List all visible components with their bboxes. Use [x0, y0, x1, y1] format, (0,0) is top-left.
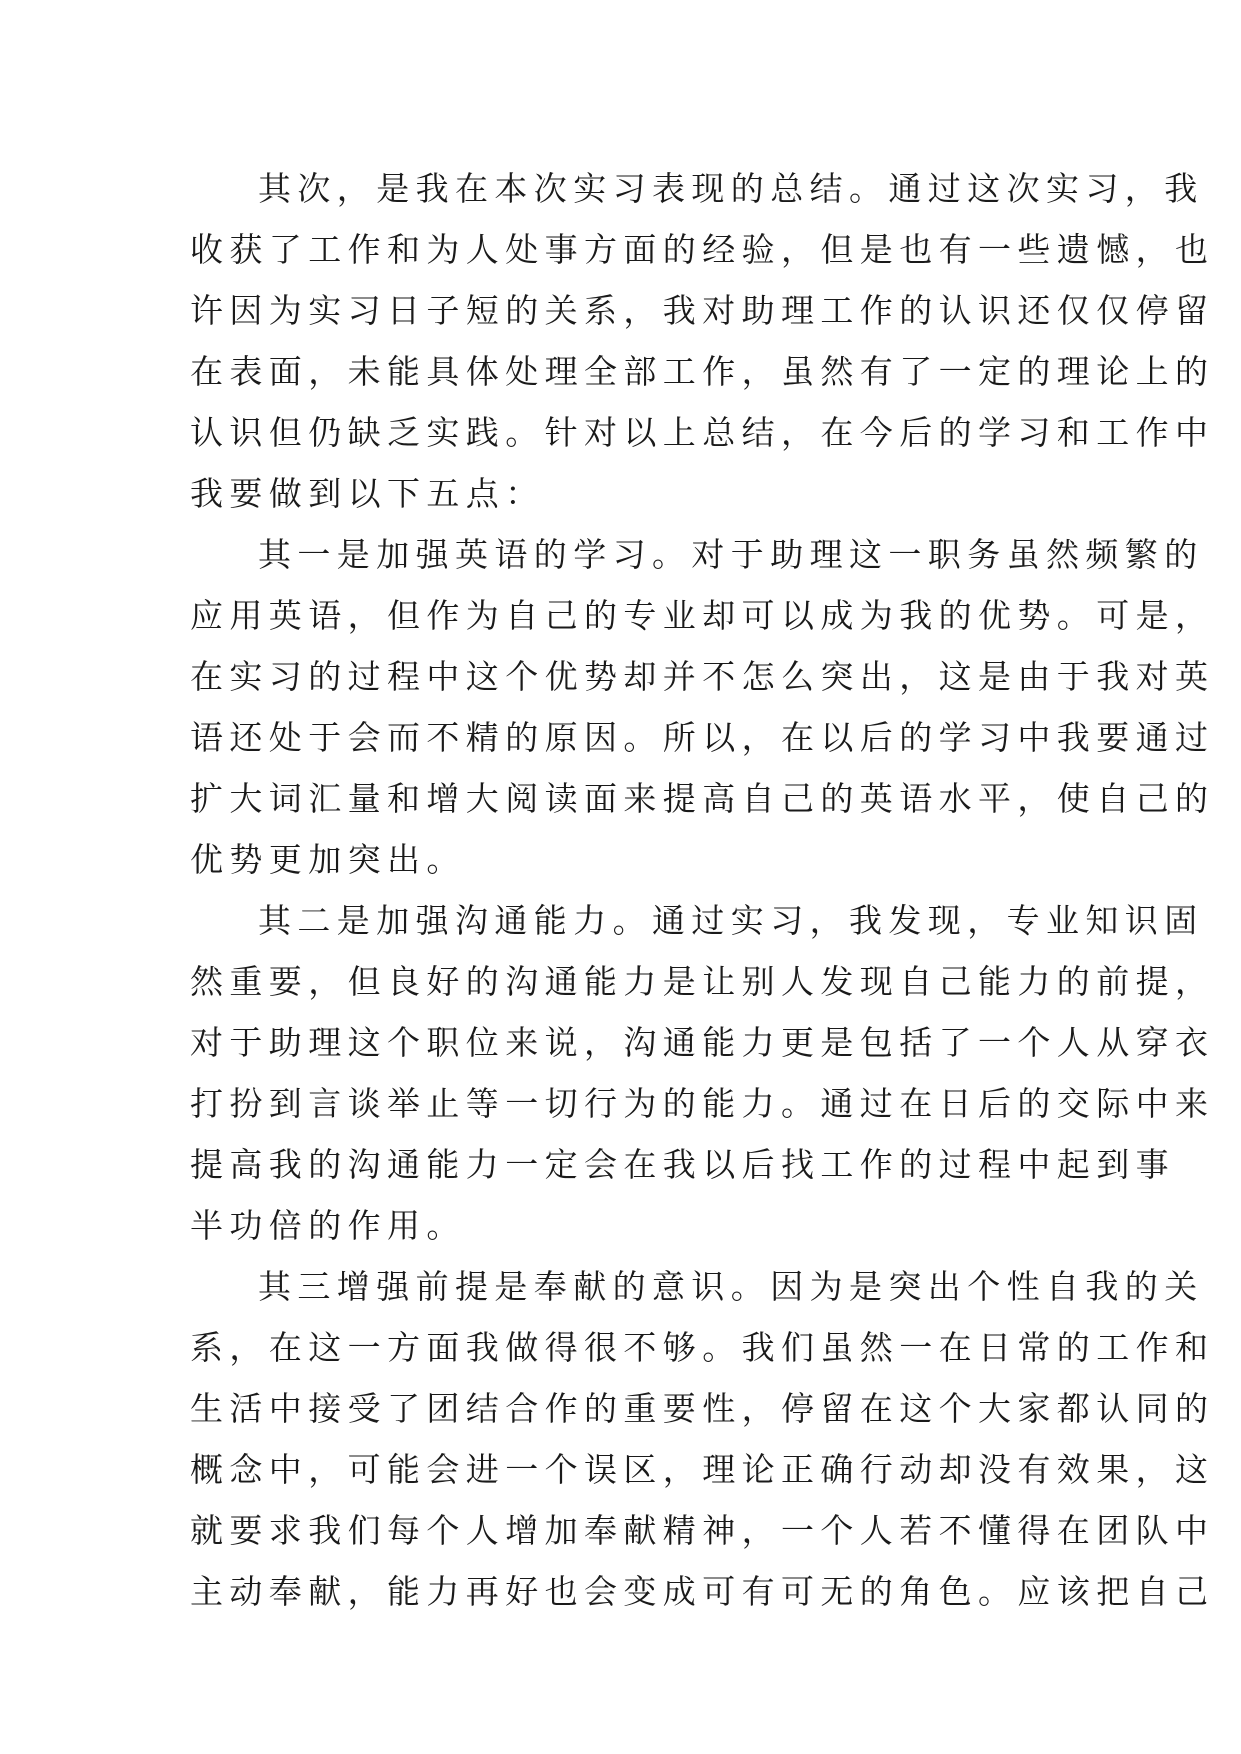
text-line: 优势更加突出。 [190, 840, 466, 879]
paragraph-summary [190, 158, 1215, 524]
paragraph-communication [190, 890, 1215, 1256]
text-line: 收获了工作和为人处事方面的经验，但是也有一些遗憾，也 [190, 230, 1215, 269]
text-line: 半功倍的作用。 [190, 1206, 466, 1245]
text-line: 语还处于会而不精的原因。所以，在以后的学习中我要通过 [190, 718, 1215, 757]
text-line: 打扮到言谈举止等一切行为的能力。通过在日后的交际中来 [190, 1084, 1215, 1123]
text-line: 认识但仍缺乏实践。针对以上总结，在今后的学习和工作中 [190, 413, 1215, 452]
text-line: 其三增强前提是奉献的意识。因为是突出个性自我的关 [258, 1267, 1204, 1306]
text-line: 概念中，可能会进一个误区，理论正确行动却没有效果，这 [190, 1450, 1215, 1489]
text-line: 其次，是我在本次实习表现的总结。通过这次实习，我 [258, 169, 1204, 208]
text-line: 就要求我们每个人增加奉献精神，一个人若不懂得在团队中 [190, 1511, 1215, 1550]
text-line: 其一是加强英语的学习。对于助理这一职务虽然频繁的 [258, 535, 1204, 574]
text-line: 许因为实习日子短的关系，我对助理工作的认识还仅仅停留 [190, 291, 1215, 330]
text-line: 其二是加强沟通能力。通过实习，我发现，专业知识固 [258, 901, 1204, 940]
document-body [190, 158, 1215, 1622]
text-line: 提高我的沟通能力一定会在我以后找工作的过程中起到事 [190, 1145, 1175, 1184]
text-line: 生活中接受了团结合作的重要性，停留在这个大家都认同的 [190, 1389, 1215, 1428]
text-line: 应用英语，但作为自己的专业却可以成为我的优势。可是， [190, 596, 1215, 635]
text-line: 然重要，但良好的沟通能力是让别人发现自己能力的前提， [190, 962, 1215, 1001]
text-line: 我要做到以下五点： [190, 474, 545, 513]
text-line: 系，在这一方面我做得很不够。我们虽然一在日常的工作和 [190, 1328, 1215, 1367]
paragraph-english [190, 524, 1215, 890]
paragraph-dedication [190, 1256, 1215, 1622]
text-line: 主动奉献，能力再好也会变成可有可无的角色。应该把自己 [190, 1572, 1215, 1611]
text-line: 在表面，未能具体处理全部工作，虽然有了一定的理论上的 [190, 352, 1215, 391]
text-line: 扩大词汇量和增大阅读面来提高自己的英语水平，使自己的 [190, 779, 1215, 818]
text-line: 对于助理这个职位来说，沟通能力更是包括了一个人从穿衣 [190, 1023, 1215, 1062]
text-line: 在实习的过程中这个优势却并不怎么突出，这是由于我对英 [190, 657, 1215, 696]
